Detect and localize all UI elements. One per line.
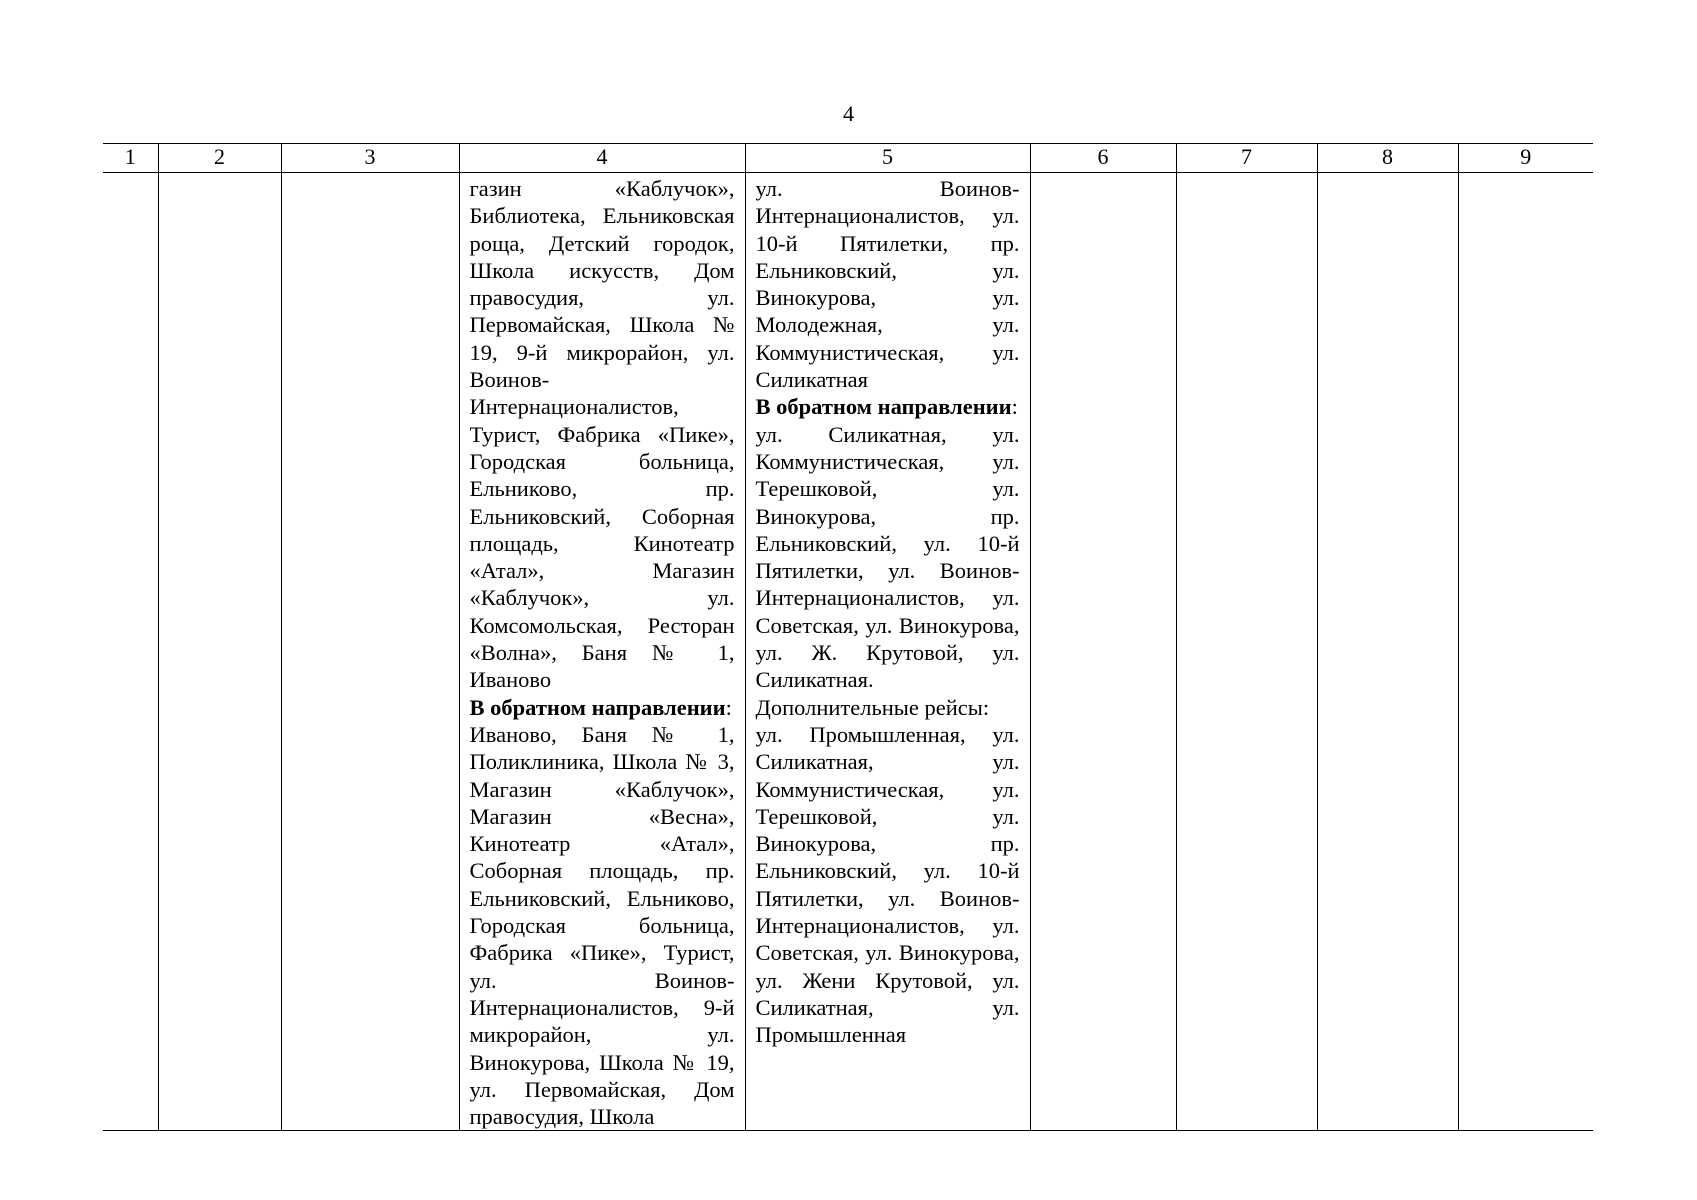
column-header-6: 6 bbox=[1030, 144, 1176, 173]
cell-col-2 bbox=[158, 173, 281, 1131]
extra-trips-streets: ул. Промышленная, ул. Силикатная, ул. Коммунистическая, ул. Терешковой, ул. Винокурова, пр. Ельниковский, ул. 10-й Пятилетки, ул. Воинов-Интернационалистов, ул. Советская, ул. Винокурова, ул. Жени Крутовой, ул. Силикатная, ул. Промышленная bbox=[755, 721, 1020, 1048]
column-header-8: 8 bbox=[1317, 144, 1458, 173]
route-streets-reverse: ул. Силикатная, ул. Коммунистическая, ул. Терешковой, ул. Винокурова, пр. Ельниковский, ул. 10-й Пятилетки, ул. Воинов-Интернационалистов, ул. Советская, ул. Винокурова, ул. Ж. Крутовой, ул. Силикатная. bbox=[755, 421, 1020, 693]
route-stops-reverse-heading bbox=[470, 694, 735, 721]
cell-col-9 bbox=[1458, 173, 1593, 1131]
cell-col-6 bbox=[1030, 173, 1176, 1131]
cell-col-8 bbox=[1317, 173, 1458, 1131]
route-streets-forward: ул. Воинов-Интернационалистов, ул. 10-й Пятилетки, пр. Ельниковский, ул. Винокурова, ул. Молодежная, ул. Коммунистическая, ул. Силикатная bbox=[755, 176, 1020, 393]
column-header-3: 3 bbox=[281, 144, 459, 173]
route-streets-reverse-heading bbox=[756, 393, 1020, 420]
page-number: 4 bbox=[843, 101, 854, 126]
cell-col-1 bbox=[103, 173, 158, 1131]
column-header-4: 4 bbox=[459, 144, 745, 173]
column-header-9: 9 bbox=[1458, 144, 1593, 173]
reverse-heading-label: В обратном направлении bbox=[469, 694, 726, 720]
cell-col-3 bbox=[281, 173, 459, 1131]
column-header-5: 5 bbox=[745, 144, 1030, 173]
table-row bbox=[103, 173, 1593, 1131]
reverse-heading-colon: : bbox=[725, 694, 732, 720]
reverse-heading-colon: : bbox=[1011, 394, 1018, 420]
cell-col-7 bbox=[1176, 173, 1317, 1131]
column-header-2: 2 bbox=[158, 144, 281, 173]
reverse-heading-label: В обратном направлении bbox=[755, 394, 1012, 420]
header-row bbox=[103, 144, 1593, 173]
route-stops-reverse: Иваново, Баня № 1, Поликлиника, Школа № 3, Магазин «Каблучок», Магазин «Весна», Кинотеатр «Атал», Соборная площадь, пр. Ельниковский, Ельниково, Городская больница, Фабрика «Пике», Турист, ул. Воинов-Интернационалистов, 9-й микрорайон, ул. Винокурова, Школа № 19, ул. Первомайская, Дом правосудия, Школа bbox=[469, 721, 735, 1130]
column-header-1: 1 bbox=[103, 144, 158, 173]
route-stops-forward: газин «Каблучок», Библиотека, Ельниковская роща, Детский городок, Школа искусств, Дом правосудия, ул. Первомайская, Школа № 19, 9-й микрорайон, ул. Воинов-Интернационалистов, Турист, Фабрика «Пике», Городская больница, Ельниково, пр. Ельниковский, Соборная площадь, Кинотеатр «Атал», Магазин «Каблучок», ул. Комсомольская, Ресторан «Волна», Баня № 1, Иваново bbox=[469, 176, 735, 693]
cell-route-stops bbox=[459, 173, 745, 1131]
extra-trips-heading: Дополнительные рейсы: bbox=[755, 694, 990, 720]
column-header-7: 7 bbox=[1176, 144, 1317, 173]
route-table bbox=[103, 143, 1593, 1131]
cell-route-streets bbox=[745, 173, 1030, 1131]
